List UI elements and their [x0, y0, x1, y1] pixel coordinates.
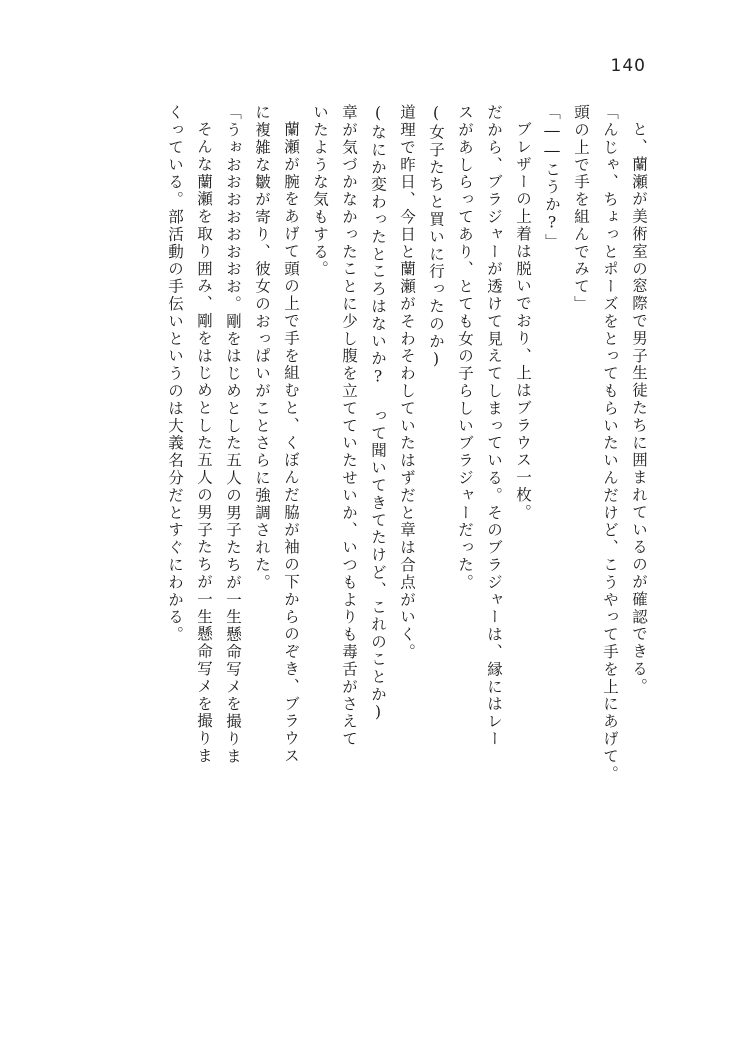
text-line: スがあしらってあり、とても女の子らしいブラジャーだった。 [456, 104, 474, 592]
text-line: 道理で昨日、今日と蘭瀬がそわそわしていたはずだと章は合点がいく。 [398, 104, 416, 661]
text-line: だから、ブラジャーが透けて見えてしまっている。そのブラジャーは、縁にはレー [485, 104, 503, 748]
text-line: 「――こうか?」 [543, 104, 561, 251]
text-line: (女子たちと買いに行ったのか) [427, 104, 445, 370]
text-line: 「んじゃ、ちょっとポーズをとってもらいたいんだけど、こうやって手を上にあげて。 [601, 104, 619, 783]
text-line: そんな蘭瀬を取り囲み、剛をはじめとした五人の男子たちが一生懸命写メを撮りま [195, 121, 213, 765]
text-line: 頭の上で手を組んでみて」 [572, 104, 590, 313]
vertical-text-body [86, 104, 646, 970]
text-line: 章が気づかなかったことに少し腹を立てていたせいか、いつもよりも毒舌がさえて [340, 104, 358, 748]
text-line: くっている。部活動の手伝いというのは大義名分だとすぐにわかる。 [166, 104, 184, 644]
text-line: 「うぉおおおおおおおお。剛をはじめとした五人の男子たちが一生懸命写メを撮りま [224, 104, 242, 766]
text-line: に複雑な皺が寄り、彼女のおっぱいがことさらに強調された。 [253, 104, 271, 592]
text-line: ブレザーの上着は脱いでおり、上はブラウス一枚。 [514, 121, 532, 522]
text-line: 蘭瀬が腕をあげて頭の上で手を組むと、くぼんだ脇が袖の下からのぞき、ブラウス [282, 121, 300, 765]
page-number: 140 [610, 56, 646, 76]
text-line: いたような気もする。 [311, 104, 329, 278]
text-line: と、蘭瀬が美術室の窓際で男子生徒たちに囲まれているのが確認できる。 [630, 121, 648, 696]
text-line: (なにか変わったところはないか? って聞いてきてたけど、これのことか) [369, 104, 387, 723]
